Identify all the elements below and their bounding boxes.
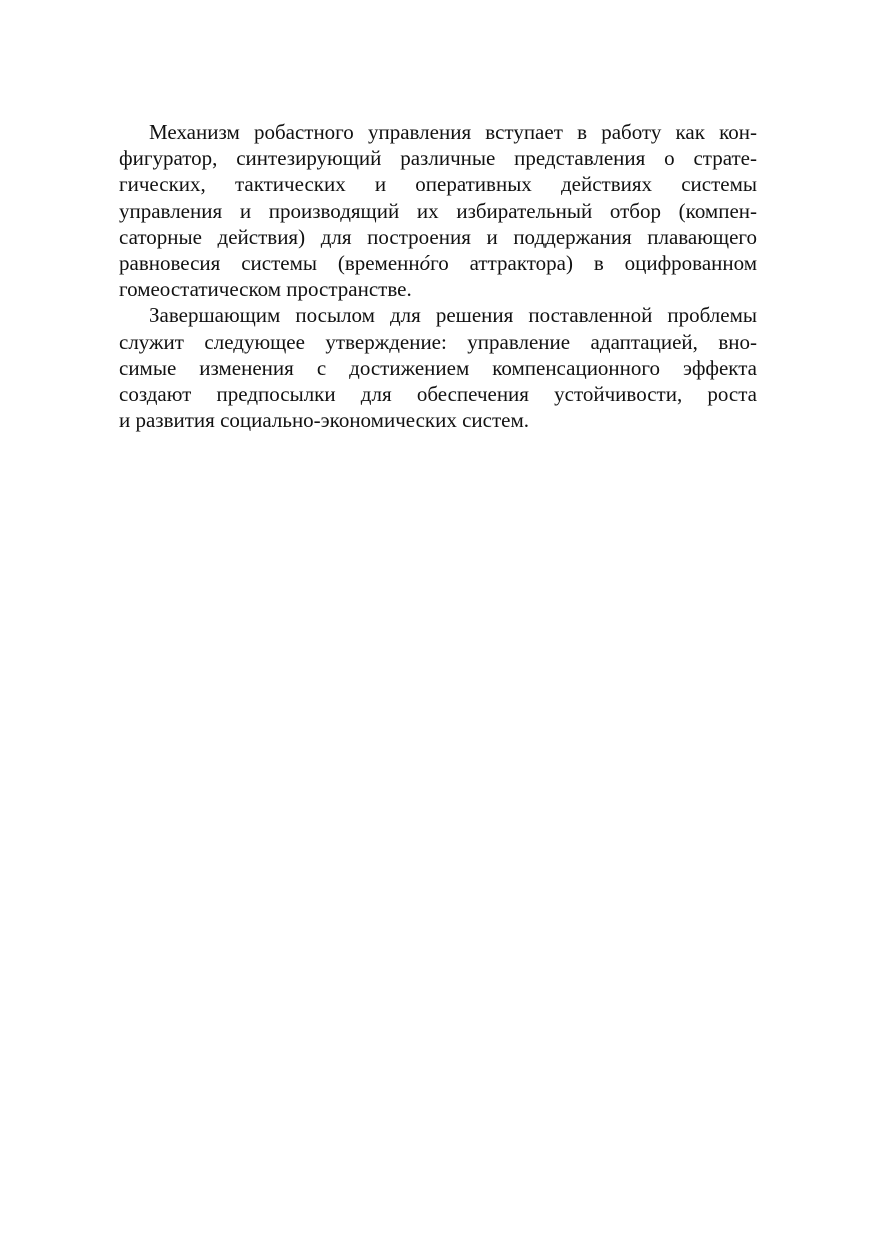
paragraph-1-line-5: саторные действия) для построения и поддержания плавающего bbox=[119, 224, 757, 249]
paragraph-2-line-1: Завершающим посылом для решения поставленной проблемы bbox=[149, 303, 757, 328]
paragraph-2-line-3: симые изменения с достижением компенсационного эффекта bbox=[119, 355, 757, 380]
paragraph-2-line-4: создают предпосылки для обеспечения устойчивости, роста bbox=[119, 381, 757, 406]
paragraph-1-line-1: Механизм робастного управления вступает в работу как кон- bbox=[149, 120, 757, 144]
paragraph-2-line-5: и развития социально-экономических систем. bbox=[119, 408, 530, 433]
stressed-vowel: ó bbox=[419, 250, 431, 275]
paragraph-1-line-7: гомеостатическом пространстве. bbox=[119, 277, 412, 302]
line-6-after: го аттрактора) в оцифрованном bbox=[430, 250, 758, 275]
paragraph-1-line-6 bbox=[119, 250, 757, 276]
paragraph-1-line-2: фигуратор, синтезирующий различные представления о страте- bbox=[119, 146, 757, 171]
paragraph-1-line-4: управления и производящий их избирательный отбор (компен- bbox=[119, 198, 757, 223]
paragraph-1-line-3: гических, тактических и оперативных действиях системы bbox=[119, 172, 757, 197]
line-6-before: равновесия системы (временн bbox=[119, 250, 420, 275]
paragraph-2-line-2: служит следующее утверждение: управление адаптацией, вно- bbox=[119, 329, 757, 354]
body-text bbox=[119, 119, 757, 433]
